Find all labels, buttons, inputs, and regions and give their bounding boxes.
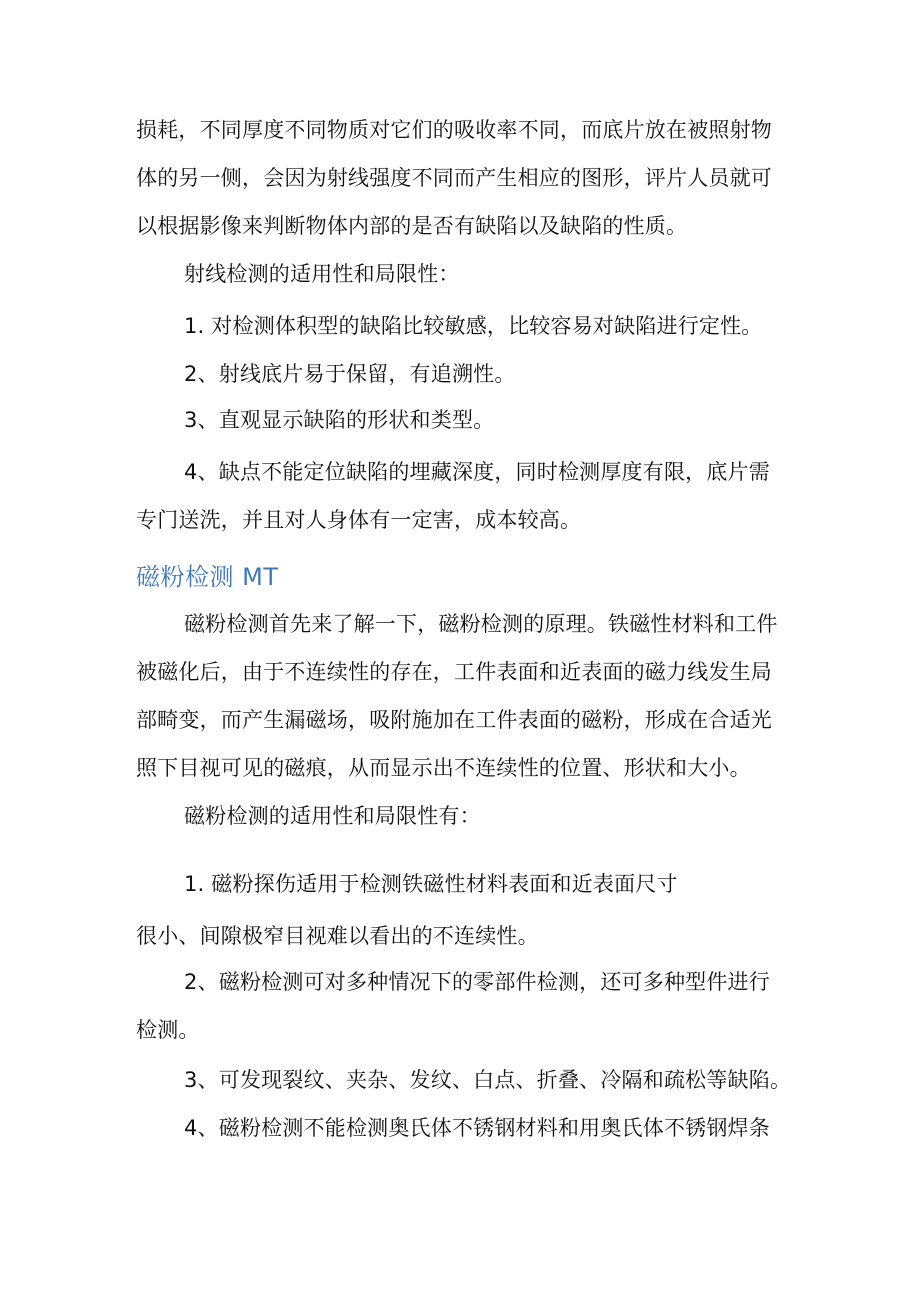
paragraph-line: 磁粉检测首先来了解一下，磁粉检测的原理。铁磁性材料和工件 [184, 612, 778, 636]
list-item: 1. 对检测体积型的缺陷比较敏感，比较容易对缺陷进行定性。 [184, 314, 763, 338]
list-item: 4、缺点不能定位缺陷的埋藏深度，同时检测厚度有限，底片需 [184, 460, 770, 484]
section-heading: 磁粉检测 MT [136, 563, 279, 591]
paragraph-line: 磁粉检测的适用性和局限性有： [184, 804, 481, 828]
list-item: 2、射线底片易于保留，有追溯性。 [184, 362, 516, 386]
list-item: 3、可发现裂纹、夹杂、发纹、白点、折叠、冷隔和疏松等缺陷。 [184, 1068, 792, 1092]
paragraph-line: 射线检测的适用性和局限性： [184, 262, 460, 286]
list-item: 4、磁粉检测不能检测奥氏体不锈钢材料和用奥氏体不锈钢焊条 [184, 1116, 770, 1140]
paragraph-line: 检测。 [136, 1018, 200, 1042]
paragraph-line: 以根据影像来判断物体内部的是否有缺陷以及缺陷的性质。 [136, 214, 688, 238]
paragraph-line: 被磁化后，由于不连续性的存在，工件表面和近表面的磁力线发生局 [136, 660, 772, 684]
list-item: 1. 磁粉探伤适用于检测铁磁性材料表面和近表面尺寸 [184, 872, 678, 896]
paragraph-line: 损耗，不同厚度不同物质对它们的吸收率不同，而底片放在被照射物 [136, 118, 772, 142]
list-item: 3、直观显示缺陷的形状和类型。 [184, 408, 495, 432]
paragraph-line: 专门送洗，并且对人身体有一定害，成本较高。 [136, 508, 582, 532]
paragraph-line: 体的另一侧，会因为射线强度不同而产生相应的图形，评片人员就可 [136, 166, 772, 190]
paragraph-line: 很小、间隙极窄目视难以看出的不连续性。 [136, 924, 539, 948]
paragraph-line: 部畸变，而产生漏磁场，吸附施加在工件表面的磁粉，形成在合适光 [136, 708, 772, 732]
paragraph-line: 照下目视可见的磁痕，从而显示出不连续性的位置、形状和大小。 [136, 756, 751, 780]
list-item: 2、磁粉检测可对多种情况下的零部件检测，还可多种型件进行 [184, 970, 770, 994]
